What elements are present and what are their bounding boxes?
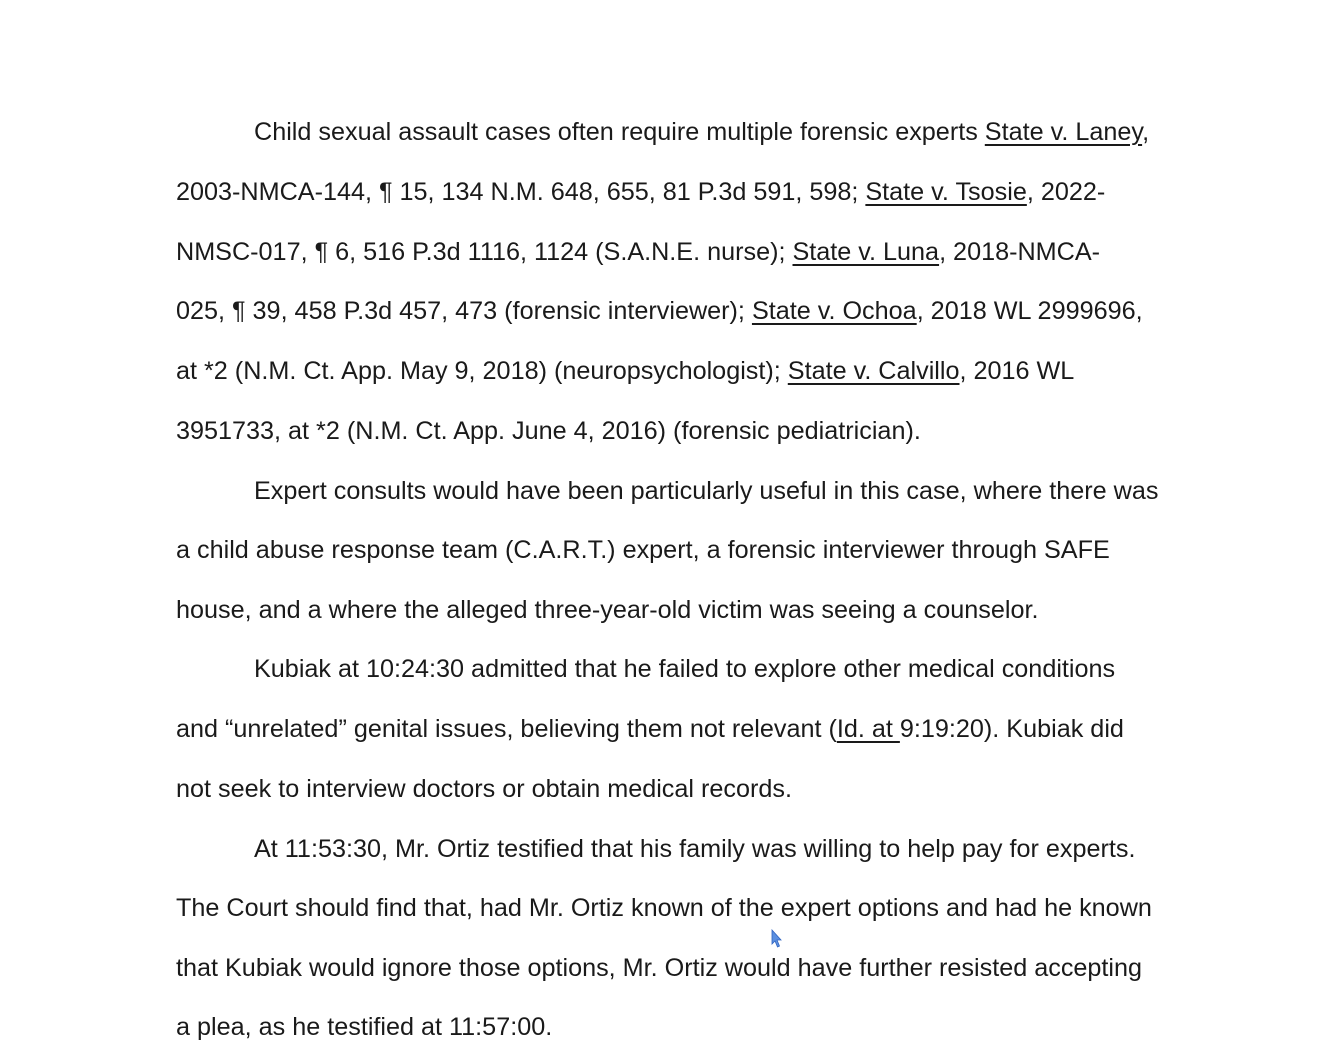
text-run: , [1142,118,1150,146]
text-run: 025, ¶ 39, 458 P.3d 457, 473 (forensic interviewer); [176,297,752,325]
paragraph-4-line-2 [176,888,1152,928]
paragraph-2-line-2 [176,530,1110,570]
text-run: 3951733, at *2 (N.M. Ct. App. June 4, 2016) (forensic pediatrician). [176,417,921,445]
paragraph-1-line-6 [176,411,921,451]
text-run: , 2016 WL [959,357,1075,385]
text-run: At 11:53:30, Mr. Ortiz testified that his family was willing to help pay for experts. [254,835,1136,863]
text-run: , 2018 WL 2999696, [916,297,1143,325]
text-run: a child abuse response team (C.A.R.T.) expert, a forensic interviewer through SAFE [176,536,1110,564]
paragraph-3-line-1 [254,649,1115,689]
paragraph-1-line-1 [254,112,1149,152]
paragraph-3-line-2 [176,709,1124,749]
text-run: The Court should find that, had Mr. Ortiz known of the expert options and had he known [176,894,1152,922]
paragraph-1-line-2 [176,172,1105,212]
text-run: NMSC-017, ¶ 6, 516 P.3d 1116, 1124 (S.A.N.E. nurse); [176,238,793,266]
text-run: that Kubiak would ignore those options, Mr. Ortiz would have further resisted accepting [176,954,1143,982]
citation-id-at: Id. at [836,715,900,743]
case-citation-ochoa: State v. Ochoa [751,297,917,325]
paragraph-1-line-5 [176,351,1074,391]
text-run: 2003-NMCA-144, ¶ 15, 134 N.M. 648, 655, 81 P.3d 591, 598; [176,178,866,206]
text-run: 9:19:20). Kubiak did [899,715,1124,743]
case-citation-laney: State v. Laney [984,118,1143,146]
paragraph-3-line-3 [176,769,792,809]
paragraph-2-line-3 [176,590,1038,630]
text-run: at *2 (N.M. Ct. App. May 9, 2018) (neuropsychologist); [176,357,788,385]
text-run: not seek to interview doctors or obtain medical records. [176,775,792,803]
paragraph-4-line-1 [254,829,1135,869]
case-citation-luna: State v. Luna [792,238,940,266]
text-run: Expert consults would have been particularly useful in this case, where there was [254,477,1159,505]
paragraph-4-line-4 [176,1007,552,1047]
case-citation-calvillo: State v. Calvillo [787,357,960,385]
paragraph-2-line-1 [254,471,1158,511]
text-run: , 2022- [1026,178,1106,206]
case-citation-tsosie: State v. Tsosie [865,178,1027,206]
text-run: house, and a where the alleged three-year-old victim was seeing a counselor. [176,596,1039,624]
text-run: , 2018-NMCA- [939,238,1101,266]
paragraph-4-line-3 [176,948,1142,988]
text-run: and “unrelated” genital issues, believing them not relevant ( [176,715,837,743]
text-run: Kubiak at 10:24:30 admitted that he failed to explore other medical conditions [254,655,1116,683]
paragraph-1-line-3 [176,232,1100,272]
text-run: a plea, as he testified at 11:57:00. [176,1013,553,1041]
text-run: Child sexual assault cases often require multiple forensic experts [254,118,985,146]
paragraph-1-line-4 [176,291,1143,331]
mouse-pointer-icon [769,929,783,949]
